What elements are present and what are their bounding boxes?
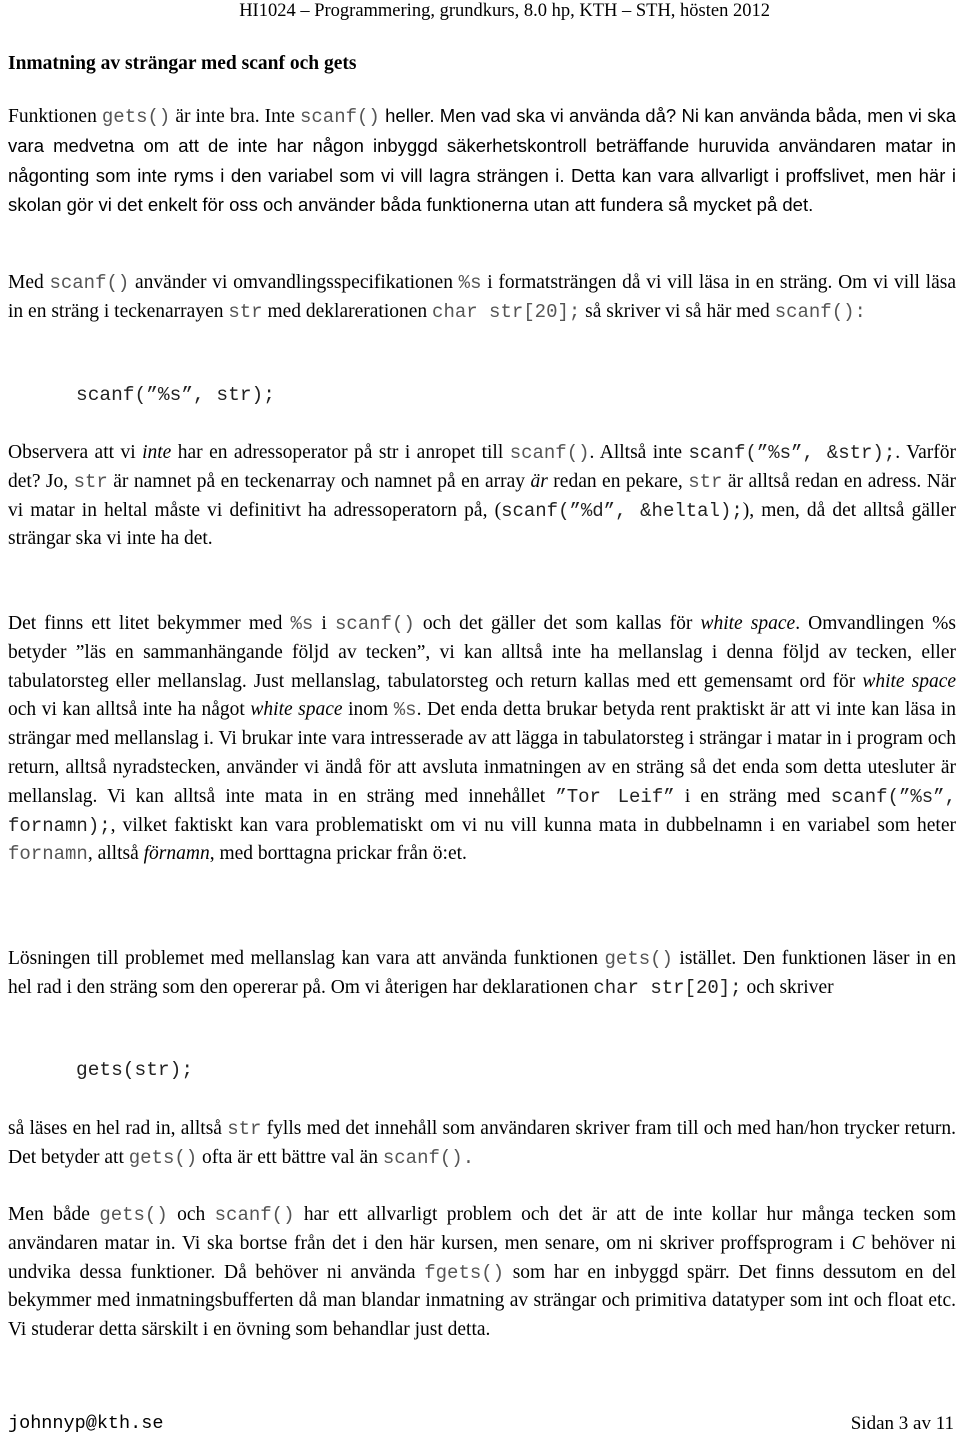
code-format-s: %s bbox=[290, 613, 314, 635]
code-heltal: scanf(”%d”, &heltal); bbox=[501, 499, 743, 522]
code-wrong-usage: scanf(”%s”, &str); bbox=[688, 442, 896, 464]
code-str: str bbox=[73, 470, 108, 493]
code-scanf-fornamn: scanf(”%s”, fornamn); bbox=[8, 785, 956, 837]
code-str: str bbox=[227, 1118, 262, 1140]
paragraph-gets-solution: Lösningen till problemet med mellanslag kan vara att använda funktionen gets() istället. Den funktionen läser in en hel rad i den sträng som den opererar på. Om vi återigen har deklarationen char str[20]; och skriver bbox=[8, 948, 957, 999]
code-scanf: scanf() bbox=[300, 106, 380, 128]
code-tor-leif: ”Tor Leif” bbox=[555, 785, 675, 808]
section-heading: Inmatning av strängar med scanf och gets bbox=[8, 53, 357, 74]
footer-page-number: Sidan 3 av 11 bbox=[850, 1413, 954, 1434]
paragraph-scanf-usage: Med scanf() använder vi omvandlingsspecifikationen %s i formatsträngen då vi vill läsa in en sträng. Om vi vill läsa in en sträng i teckenarrayen str med deklarerationen char str[20]; så skriver vi så här med scanf(): bbox=[8, 272, 956, 323]
page-header: HI1024 – Programmering, grundkurs, 8.0 hp, KTH – STH, hösten 2012 bbox=[239, 1, 770, 21]
code-scanf: scanf() bbox=[334, 613, 415, 635]
code-str: str bbox=[688, 470, 723, 493]
code-format-s: %s bbox=[458, 272, 482, 294]
code-gets: gets() bbox=[604, 948, 673, 970]
code-scanf: scanf(): bbox=[774, 300, 866, 323]
code-str: str bbox=[228, 300, 263, 323]
code-example-scanf: scanf(”%s”, str); bbox=[76, 384, 275, 406]
code-gets: gets() bbox=[101, 106, 171, 128]
code-fgets: fgets() bbox=[424, 1261, 505, 1284]
paragraph-address-operator: Observera att vi inte har en adressoperator på str i anropet till scanf(). Alltså inte scanf(”%s”, &str);. Varför det? Jo, str är namnet på en teckenarray och namnet på en array är redan en pekare, str är alltså redan en adress. När vi matar in heltal måste vi definitivt ha adressoperatorn på, (scanf(”%d”, &heltal);), men, då det alltså gäller strängar ska vi inte ha det. bbox=[8, 442, 956, 550]
paragraph-white-space: Det finns ett litet bekymmer med %s i scanf() och det gäller det som kallas för white space. Omvandlingen %s betyder ”läs en sammanhängande följd av tecken”, vi kan alltså inte ha mellanslag i denna följd av tecken, eller tabulatorsteg eller mellanslag. Just mellanslag, tabulatorsteg och return kallas med ett gemensamt ord för white space och vi kan alltså inte ha något white space inom %s. Det enda detta brukar betyda rent praktiskt är att vi inte kan läsa in strängar med mellanslag i. Vi brukar inte vara intresserade av att lägga in tabulatorsteg i strängar i matar in i program och return, alltså nyradstecken, använder vi ändå för att avsluta inmatningen av en sträng så det enda som detta utesluter är mellanslag. Vi kan alltså inte mata in en sträng med innehållet ”Tor Leif” i en sträng med scanf(”%s”, fornamn);, vilket faktiskt kan vara problematiskt om vi nu vill kunna mata in dubbelnamn i en variabel som heter fornamn, alltså förnamn, med borttagna prickar från ö:et. bbox=[8, 613, 957, 866]
code-declaration: char str[20]; bbox=[432, 300, 581, 323]
code-format-s: %s bbox=[393, 699, 417, 722]
code-fornamn: fornamn bbox=[8, 843, 88, 866]
paragraph-intro: Funktionen gets() är inte bra. Inte scanf() heller. Men vad ska vi använda då? Ni kan använda båda, men vi ska vara medvetna om att de inte har någon inbyggd säkerhetskontroll beträffande huruvida användaren matar in någonting som inte ryms i den variabel som vi vill lagra strängen i. Detta kan vara allvarligt i proffslivet, men här i skolan gör vi det enkelt för oss och använder båda funktionerna utan att fundera så mycket på det. bbox=[8, 105, 956, 216]
code-scanf: scanf() bbox=[509, 442, 590, 464]
code-scanf: scanf() bbox=[214, 1204, 295, 1226]
code-gets: gets() bbox=[99, 1204, 168, 1226]
code-gets: gets() bbox=[128, 1146, 198, 1169]
footer-email: johnnyp@kth.se bbox=[8, 1413, 164, 1434]
paragraph-buffer-warning: Men både gets() och scanf() har ett allvarligt problem och det är att de inte kollar hur många tecken som användaren matar in. Vi ska bortse från det i den här kursen, men senare, om ni skriver proffsprogram i C behöver ni undvika dessa funktioner. Då behöver ni använda fgets() som har en inbyggd spärr. Det finns dessutom en del bekymmer med inmatningsbufferten då man blandar inmatning av strängar och primitiva datatyper som int och float etc. Vi studerar detta särskilt i en övning som behandlar just detta. bbox=[8, 1204, 957, 1341]
code-declaration: char str[20]; bbox=[593, 976, 742, 999]
code-example-gets: gets(str); bbox=[76, 1059, 194, 1081]
paragraph-gets-explanation: så läses en hel rad in, alltså str fylls med det innehåll som användaren skriver fram till och med han/hon trycker return. Det betyder att gets() ofta är ett bättre val än scanf(). bbox=[8, 1118, 956, 1169]
code-scanf: scanf() bbox=[49, 272, 130, 294]
code-scanf: scanf(). bbox=[382, 1146, 475, 1169]
